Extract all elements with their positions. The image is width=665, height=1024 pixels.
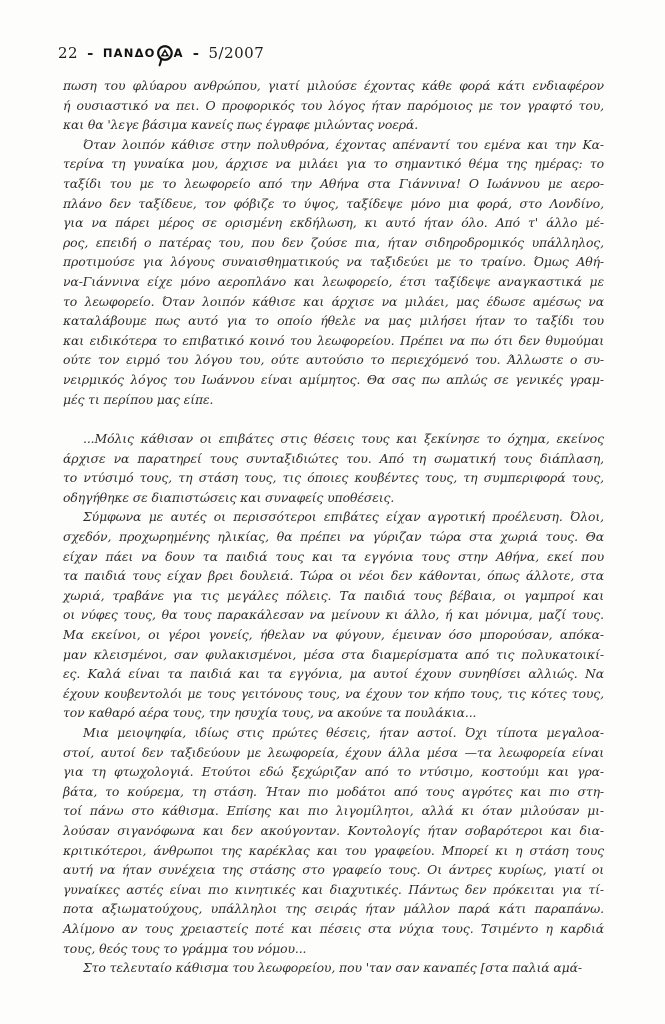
text-line: έχουν κουβεντολόι με τους γειτόνους τους, να έχουν τον κήπο τους, τις κότες τους, <box>63 685 604 701</box>
text-line: ποτα αξιωματούχους, υπάλληλοι της σειράς ήταν μάλλον παρά κάτι παραπάνω. <box>63 901 604 917</box>
paragraph <box>63 507 604 723</box>
text-line: πωση του φλύαρου ανθρώπου, γιατί μιλούσε έχοντας κάθε φορά κάτι ενδιαφέρον <box>63 78 604 93</box>
text-line: ταξίδι του με το λεωφορείο από την Αθήνα στα Γιάννινα! Ο Ιωάννου με αερο- <box>63 175 604 191</box>
text-line: Αλίμονο αν τους χρειαστείς ποτέ και πέσεις στα νύχια τους. Τσιμέντο η καρδιά <box>63 920 604 936</box>
paragraph <box>63 135 604 409</box>
text-line: ρος, επειδή ο πατέρας του, που δεν ζούσε πια, ήταν σιδηροδρομικός υπάλληλος, <box>63 234 604 250</box>
paragraph <box>63 429 604 507</box>
text-line: Όταν λοιπόν κάθισε στην πολυθρόνα, έχοντας απέναντί του εμένα και την Κα- <box>83 136 604 152</box>
text-line: και θα 'λεγε βάσιμα κανείς πως έγραφε μιλώντας νοερά. <box>63 117 419 133</box>
page-header <box>58 44 264 62</box>
text-line: άρχισε να παρατηρεί τους συνταξιδιώτες του. Από τη σωματική τους διάπλαση, <box>63 450 604 466</box>
text-line: στοί, αυτοί δεν ταξιδεύουν με λεωφορεία, έχουν άλλα μέσα —τα λεωφορεία είναι <box>63 744 604 760</box>
text-line: ούτε τον ειρμό του λόγου του, ούτε αυτούσιο το περιεχόμενό του. Άλλωστε ο συ- <box>63 352 604 368</box>
text-line: γυναίκες αστές είναι πιο κινητικές και διαχυτικές. Πάντως δεν πρόκειται για τί- <box>63 881 604 897</box>
text-line: Στο τελευταίο κάθισμα του λεωφορείου, που 'ταν σαν καναπές [στα παλιά αμά- <box>83 960 582 976</box>
text-line: Σύμφωνα με αυτές οι περισσότεροι επιβάτες είχαν αγροτική προέλευση. Όλοι, <box>83 509 604 525</box>
text-line: σχεδόν, προχωρημένης ηλικίας, θα πρέπει να γύριζαν τώρα στα χωριά τους. Θα <box>63 529 604 545</box>
text-line: τοί πάνω στο κάθισμα. Επίσης και πιο λιγομίλητοι, αλλά κι όταν μιλούσαν μι- <box>63 803 604 819</box>
text-line: ες. Καλά είναι τα παιδιά και τα εγγόνια, μα αυτοί έχουν συνηθίσει αλλιώς. Να <box>63 666 604 682</box>
paragraph <box>63 723 604 958</box>
text-line: το λεωφορείο. Όταν λοιπόν κάθισε και άρχισε να μιλάει, μας έδωσε αμέσως να <box>63 293 604 309</box>
header-dash-1: - <box>87 44 94 62</box>
page-number: 22 <box>58 44 79 62</box>
text-line: προτιμούσε για λόγους συναισθηματικούς να ταξιδεύει με το τραίνο. Όμως Αθή- <box>63 254 604 270</box>
text-line: ...Μόλις κάθισαν οι επιβάτες στις θέσεις τους και ξεκίνησε το όχημα, εκείνος <box>83 431 604 447</box>
paragraph <box>63 76 604 135</box>
magazine-title <box>103 45 184 61</box>
text-line: χωριά, τραβάνε για τις μεγάλες πόλεις. Τα παιδιά τους βέβαια, οι γαμπροί και <box>63 587 604 603</box>
text-line: να-Γιάννινα είχε μόνο αεροπλάνο και λεωφορείο, έτσι ταξίδεψε αναγκαστικά με <box>63 273 604 289</box>
paragraph <box>63 958 604 978</box>
text-line: πλάνο δεν ταξίδευε, τον φόβιζε το ύψος, ταξίδεψε μόνο μια φορά, στο Λονδίνο, <box>63 195 604 211</box>
text-line: Μια μειοψηφία, ιδίως στις πρώτες θέσεις, ήταν αστοί. Όχι τίποτα μεγαλοα- <box>83 725 604 740</box>
text-line: καταλάβουμε πως αυτό για το οποίο ήθελε να μας μιλήσει ήταν το ταξίδι του <box>63 313 604 329</box>
text-line: τον καθαρό αέρα τους, την ησυχία τους, να ακούνε τα πουλάκια... <box>63 705 477 721</box>
text-line: για να πάρει μέρος σε ορισμένη εκδήλωση, κι αυτό ήταν όλο. Από τ' άλλο μέ- <box>63 215 604 231</box>
text-line: μές τι περίπου μας είπε. <box>63 391 214 407</box>
issue-number: 5/2007 <box>208 44 265 62</box>
text-line: λούσαν σιγανόφωνα και δεν ακούγονταν. Κοντολογίς ήταν σοβαρότεροι και δια- <box>63 822 604 838</box>
text-line: και ειδικότερα το επιβατικό κοινό του λεωφορείου. Πρέπει να πω ότι δεν θυμούμαι <box>63 332 604 348</box>
text-line: οδηγήθηκε σε διαπιστώσεις και συναφείς υποθέσεις. <box>63 489 395 505</box>
text-line: Μα εκείνοι, οι γέροι γονείς, ήθελαν να φύγουν, έμειναν όσο μπορούσαν, απόκα- <box>63 627 604 643</box>
text-line: το ντύσιμό τους, τη στάση τους, τις όποιες κουβέντες τους, τη συμπεριφορά τους, <box>63 470 604 486</box>
text-line: τα παιδιά τους είχαν βρει δουλειά. Τώρα οι νέοι δεν κάθονται, όπως άλλοτε, στα <box>63 568 604 584</box>
header-dash-2: - <box>192 44 200 62</box>
text-line: είχαν πάει να δουν τα παιδιά τους και τα εγγόνια τους στην Αθήνα, εκεί που <box>63 548 604 564</box>
text-line: νειρμικός λόγος του Ιωάννου είναι αμίμητος. Θα σας πω απλώς σε γενικές γραμ- <box>63 371 604 387</box>
text-line: κριτικότεροι, άνθρωποι της καρέκλας και του γραφείου. Μπορεί κι η στάση τους <box>63 842 604 858</box>
text-line: μαν κλεισμένοι, σαν φυλακισμένοι, μέσα στα διαμερίσματα από τις πολυκατοικί- <box>63 646 604 662</box>
text-line: αυτή να ήταν συνέχεια της στάσης στο γραφείο τους. Οι άντρες κυρίως, γιατί οι <box>63 862 604 878</box>
magazine-title-suffix: Α <box>173 46 184 60</box>
text-line: οι νύφες τους, θα τους παρακάλεσαν να μείνουν κι άλλο, ή και μόνιμα, μαζί τους. <box>63 607 604 623</box>
text-line: τερίνα τη γυναίκα μου, άρχισε να μιλάει για το σημαντικό θέμα της ημέρας: το <box>63 156 604 172</box>
text-line: ή ουσιαστικό να πει. Ο προφορικός του λόγος ήταν παρόμοιος με τον γραφτό του, <box>63 97 604 113</box>
text-line: για τη φτωχολογιά. Ετούτοι εδώ ξεχώριζαν από το ντύσιμο, κοστούμι και γρα- <box>63 764 604 780</box>
text-line: τους, θεός τους το γράμμα του νόμου... <box>63 940 307 956</box>
pandora-logo-icon <box>156 45 173 67</box>
text-line: βάτα, το κούρεμα, τη στάση. Ήταν πιο μοδάτοι από τους αγρότες και πιο στη- <box>63 783 604 799</box>
body-text <box>63 76 604 978</box>
magazine-title-prefix: ΠΑΝΔΟ <box>102 46 156 60</box>
